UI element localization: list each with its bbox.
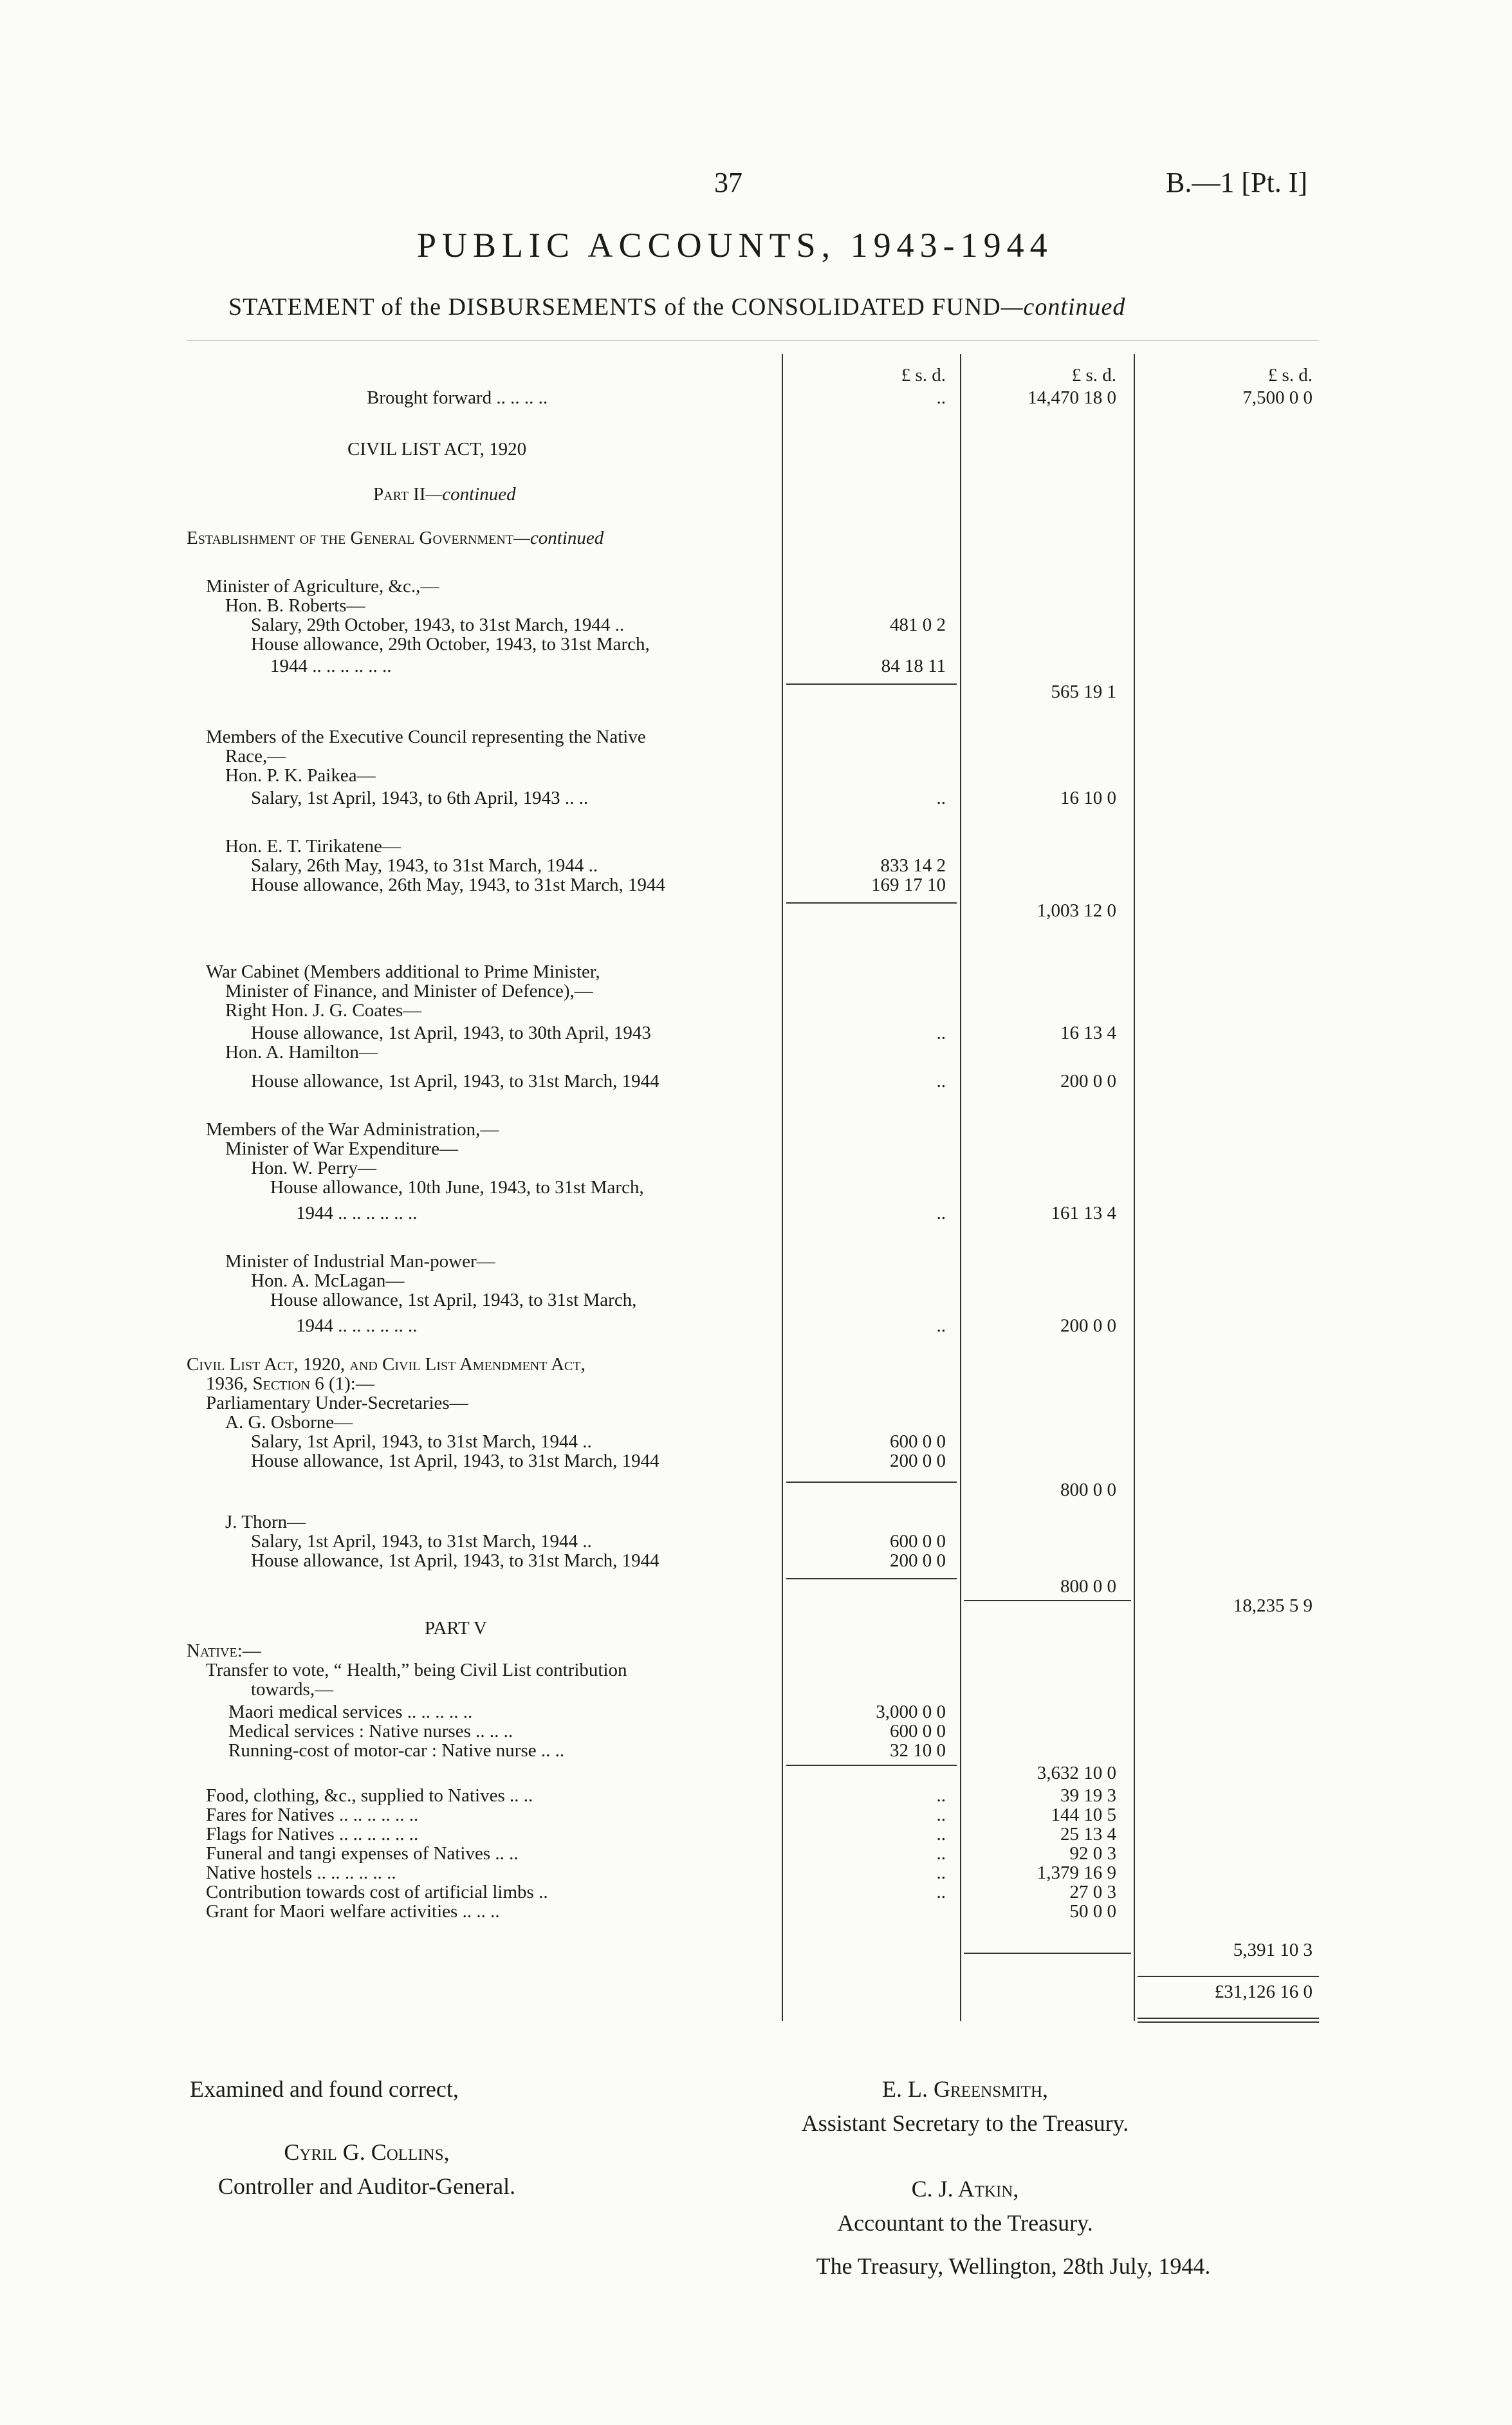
row-description (296, 1202, 418, 1225)
row-description-text: House allowance, 29th October, 1943, to 31st March, (251, 634, 650, 655)
row-description-text: Maori medical services .. .. .. .. .. (228, 1702, 473, 1722)
row-description-text: House allowance, 1st April, 1943, to 31st March, 1944 (251, 1550, 659, 1571)
row-description (270, 1288, 636, 1312)
table-row (0, 1070, 1512, 1093)
amount-c2: 1,379 16 9 (1037, 1863, 1116, 1883)
row-description (347, 438, 526, 461)
row-description-text: Native hostels .. .. .. .. .. .. (206, 1863, 396, 1883)
amount-c1: .. (936, 1805, 946, 1825)
row-description-text: Minister of Industrial Man-power— (225, 1251, 495, 1272)
amount-c2: 565 19 1 (1051, 682, 1116, 702)
amount-c2: 200 0 0 (1060, 1071, 1116, 1092)
amount-c1: .. (936, 1315, 946, 1336)
row-description-text: J. Thorn— (225, 1512, 306, 1532)
row-description-text: 1944 .. .. .. .. .. .. (270, 656, 392, 676)
row-description-text: Right Hon. J. G. Coates— (225, 1000, 422, 1021)
row-description-text: Minister of Agriculture, &c.,— (206, 576, 439, 597)
statement-subtitle (228, 293, 1125, 321)
amount-c1: .. (936, 1071, 946, 1092)
row-description-text: Contribution towards cost of artificial limbs .. (206, 1882, 548, 1902)
accountant-title: Accountant to the Treasury. (837, 2210, 1093, 2236)
amount-c1: .. (936, 788, 946, 808)
row-description-suffix: —continued (425, 484, 516, 505)
row-description (251, 1678, 333, 1701)
amount-c1: 200 0 0 (890, 1550, 946, 1571)
row-description-text: Hon. A. Hamilton— (225, 1042, 378, 1063)
table-row (0, 999, 1512, 1022)
row-description-text: House allowance, 1st April, 1943, to 30th April, 1943 (251, 1023, 651, 1043)
amount-c2: 92 0 3 (1069, 1843, 1116, 1864)
table-row (0, 1678, 1512, 1701)
accountant-name: C. J. Atkin, (911, 2176, 1019, 2202)
row-description-text: House allowance, 1st April, 1943, to 31st March, (270, 1290, 637, 1310)
amount-c2: 25 13 4 (1060, 1824, 1116, 1844)
row-description-text: Transfer to vote, “ Health,” being Civil List contribution (206, 1660, 627, 1680)
amount-c1: 481 0 2 (890, 615, 946, 635)
table-row (0, 1617, 1512, 1640)
amount-c1: .. (936, 1023, 946, 1043)
table-row (0, 1449, 1512, 1473)
row-description-text: CIVIL LIST ACT, 1920 (347, 439, 527, 460)
table-row (0, 786, 1512, 810)
amount-c2: 14,470 18 0 (1028, 387, 1116, 408)
table-row (0, 1549, 1512, 1572)
amount-c1: .. (936, 1863, 946, 1883)
table-row (0, 873, 1512, 897)
amount-c2: 27 0 3 (1069, 1882, 1116, 1902)
assistant-secretary-title: Assistant Secretary to the Treasury. (801, 2110, 1129, 2136)
column-header-1: £ s. d. (901, 365, 946, 386)
place-date: The Treasury, Wellington, 28th July, 1944. (816, 2253, 1211, 2279)
amount-c3: 18,235 5 9 (1233, 1595, 1313, 1616)
table-row (0, 1739, 1512, 1762)
examined-line: Examined and found correct, (190, 2076, 459, 2102)
row-description-text: Food, clothing, &c., supplied to Natives .. .. (206, 1785, 533, 1806)
amount-c1: 833 14 2 (880, 855, 946, 876)
row-description-text: Members of the Executive Council representing the Native (206, 727, 646, 747)
row-description-text: Salary, 1st April, 1943, to 31st March, 1944 .. (251, 1531, 592, 1552)
total-rule (1138, 1976, 1319, 1977)
row-description-text: Hon. E. T. Tirikatene— (225, 836, 401, 857)
table-row (0, 1478, 1512, 1501)
row-description (251, 1449, 659, 1473)
row-description (251, 786, 588, 810)
table-row (0, 899, 1512, 922)
row-description-text: Minister of War Expenditure— (225, 1138, 458, 1159)
column-header-3: £ s. d. (1268, 365, 1313, 386)
row-description (251, 633, 650, 656)
row-description (251, 873, 665, 897)
row-description-text: Hon. P. K. Paikea— (225, 765, 376, 786)
row-description-text: Funeral and tangi expenses of Natives .. .. (206, 1843, 519, 1864)
table-row (0, 1594, 1512, 1617)
amount-c1: .. (936, 1203, 946, 1223)
row-description-text: towards,— (251, 1679, 334, 1700)
row-description-suffix: —continued (513, 528, 604, 548)
row-description-text: Medical services : Native nurses .. .. .. (228, 1721, 513, 1742)
row-description-text: Salary, 26th May, 1943, to 31st March, 1944 .. (251, 855, 598, 876)
assistant-secretary-name: E. L. Greensmith, (881, 2076, 1049, 2102)
total-double-rule (1138, 2021, 1319, 2023)
table-row (0, 655, 1512, 678)
row-description-text: House allowance, 10th June, 1943, to 31st March, (270, 1177, 644, 1198)
row-description-text: Fares for Natives .. .. .. .. .. .. (206, 1805, 419, 1825)
table-row (0, 526, 1512, 550)
subtitle-continued: —continued (1000, 293, 1126, 321)
row-description (225, 764, 376, 787)
row-description (270, 1176, 644, 1199)
row-description (206, 1900, 500, 1923)
table-row (0, 1980, 1512, 2003)
row-description-text: Running-cost of motor-car : Native nurse .. .. (228, 1740, 565, 1761)
table-row (0, 1900, 1512, 1923)
amount-c2: 16 13 4 (1060, 1023, 1116, 1043)
row-description-text: 1944 .. .. .. .. .. .. (296, 1315, 418, 1336)
table-row (0, 1938, 1512, 1962)
row-description-text: PART V (425, 1618, 487, 1639)
total-double-rule (1138, 2018, 1319, 2019)
table-row (0, 438, 1512, 461)
row-description-text: Flags for Natives .. .. .. .. .. .. (206, 1824, 419, 1844)
page-title: PUBLIC ACCOUNTS, 1943-1944 (417, 226, 1053, 265)
row-description-text: Grant for Maori welfare activities .. .. .. (206, 1901, 500, 1922)
row-description-text: Establishment of the General Government (187, 528, 514, 548)
amount-c2: 200 0 0 (1060, 1315, 1116, 1336)
table-row (0, 1314, 1512, 1337)
row-description-text: Members of the War Administration,— (206, 1119, 499, 1140)
row-description-text: Salary, 1st April, 1943, to 6th April, 1943 .. .. (251, 788, 589, 808)
row-description-text: Civil List Act, 1920, and Civil List Amendment Act, (187, 1354, 585, 1375)
amount-c1: .. (936, 1882, 946, 1902)
row-description (187, 526, 604, 550)
row-description-text: 1936, Section 6 (1):— (206, 1373, 374, 1394)
amount-c3: £31,126 16 0 (1214, 1982, 1313, 2002)
amount-c2: 144 10 5 (1051, 1805, 1116, 1825)
row-description-text: A. G. Osborne— (225, 1412, 353, 1433)
row-description-text: Hon. W. Perry— (251, 1158, 376, 1178)
amount-c2: 161 13 4 (1051, 1203, 1116, 1223)
auditor-title: Controller and Auditor-General. (217, 2173, 516, 2199)
row-description-text: War Cabinet (Members additional to Prime Minister, (206, 962, 600, 982)
row-description (225, 1041, 378, 1064)
row-description-text: Part II (373, 484, 426, 505)
row-description (251, 1549, 659, 1572)
row-description (225, 999, 421, 1022)
amount-c1: 600 0 0 (890, 1721, 946, 1742)
table-row (0, 386, 1512, 409)
amount-c3: 5,391 10 3 (1233, 1940, 1313, 1960)
table-row (0, 633, 1512, 656)
row-description-text: Parliamentary Under-Secretaries— (206, 1393, 468, 1413)
page-number: 37 (714, 167, 742, 198)
table-row (0, 483, 1512, 506)
row-description (228, 1739, 564, 1762)
amount-c2: 16 10 0 (1060, 788, 1116, 808)
amount-c2: 3,632 10 0 (1037, 1763, 1116, 1783)
row-description-text: House allowance, 1st April, 1943, to 31st March, 1944 (251, 1071, 659, 1092)
amount-c1: 600 0 0 (890, 1431, 946, 1452)
table-row (0, 1176, 1512, 1199)
amount-c1: 84 18 11 (881, 656, 946, 676)
row-description-text: Minister of Finance, and Minister of Defence),— (225, 981, 593, 1001)
row-description-text: Hon. A. McLagan— (251, 1270, 405, 1291)
amount-c2: 800 0 0 (1060, 1576, 1116, 1597)
row-description-text: 1944 .. .. .. .. .. .. (296, 1203, 418, 1223)
row-description (270, 655, 392, 678)
row-description-text: House allowance, 1st April, 1943, to 31st March, 1944 (251, 1451, 659, 1471)
table-row (0, 680, 1512, 703)
table-row (0, 1041, 1512, 1064)
amount-c1: 169 17 10 (871, 875, 946, 895)
row-description-text: Salary, 29th October, 1943, to 31st March, 1944 .. (251, 615, 625, 635)
row-description (251, 1070, 659, 1093)
amount-c1: .. (936, 1824, 946, 1844)
amount-c1: .. (936, 1785, 946, 1806)
row-description-text: Native:— (187, 1640, 261, 1661)
table-row (0, 1202, 1512, 1225)
row-description-text: Salary, 1st April, 1943, to 31st March, 1944 .. (251, 1431, 592, 1452)
amount-c1: .. (936, 1843, 946, 1864)
amount-c2: 800 0 0 (1060, 1480, 1116, 1500)
table-row (0, 764, 1512, 787)
row-description (367, 386, 548, 409)
table-row (0, 1761, 1512, 1785)
row-description (425, 1617, 487, 1640)
row-description (373, 483, 516, 506)
amount-c2: 39 19 3 (1060, 1785, 1116, 1806)
row-description-text: Brought forward .. .. .. .. (367, 387, 548, 408)
row-description-text: House allowance, 26th May, 1943, to 31st March, 1944 (251, 875, 666, 895)
row-description-text: Hon. B. Roberts— (225, 595, 365, 616)
column-header-2: £ s. d. (1071, 365, 1116, 386)
amount-c1: 3,000 0 0 (876, 1702, 946, 1722)
amount-c1: 32 10 0 (890, 1740, 946, 1761)
auditor-name: Cyril G. Collins, (284, 2139, 450, 2165)
amount-c2: 1,003 12 0 (1037, 900, 1116, 921)
amount-c1: 600 0 0 (890, 1531, 946, 1552)
amount-c1: 200 0 0 (890, 1451, 946, 1471)
subtitle-main: STATEMENT of the DISBURSEMENTS of the CONSOLIDATED FUND (228, 293, 1001, 321)
amount-c1: .. (936, 387, 946, 408)
amount-c2: 50 0 0 (1069, 1901, 1116, 1922)
row-description-text: Race,— (225, 746, 286, 767)
row-description (296, 1314, 418, 1337)
amount-c3: 7,500 0 0 (1242, 387, 1313, 408)
table-row (0, 1288, 1512, 1312)
document-reference: B.—1 [Pt. I] (1166, 167, 1307, 198)
